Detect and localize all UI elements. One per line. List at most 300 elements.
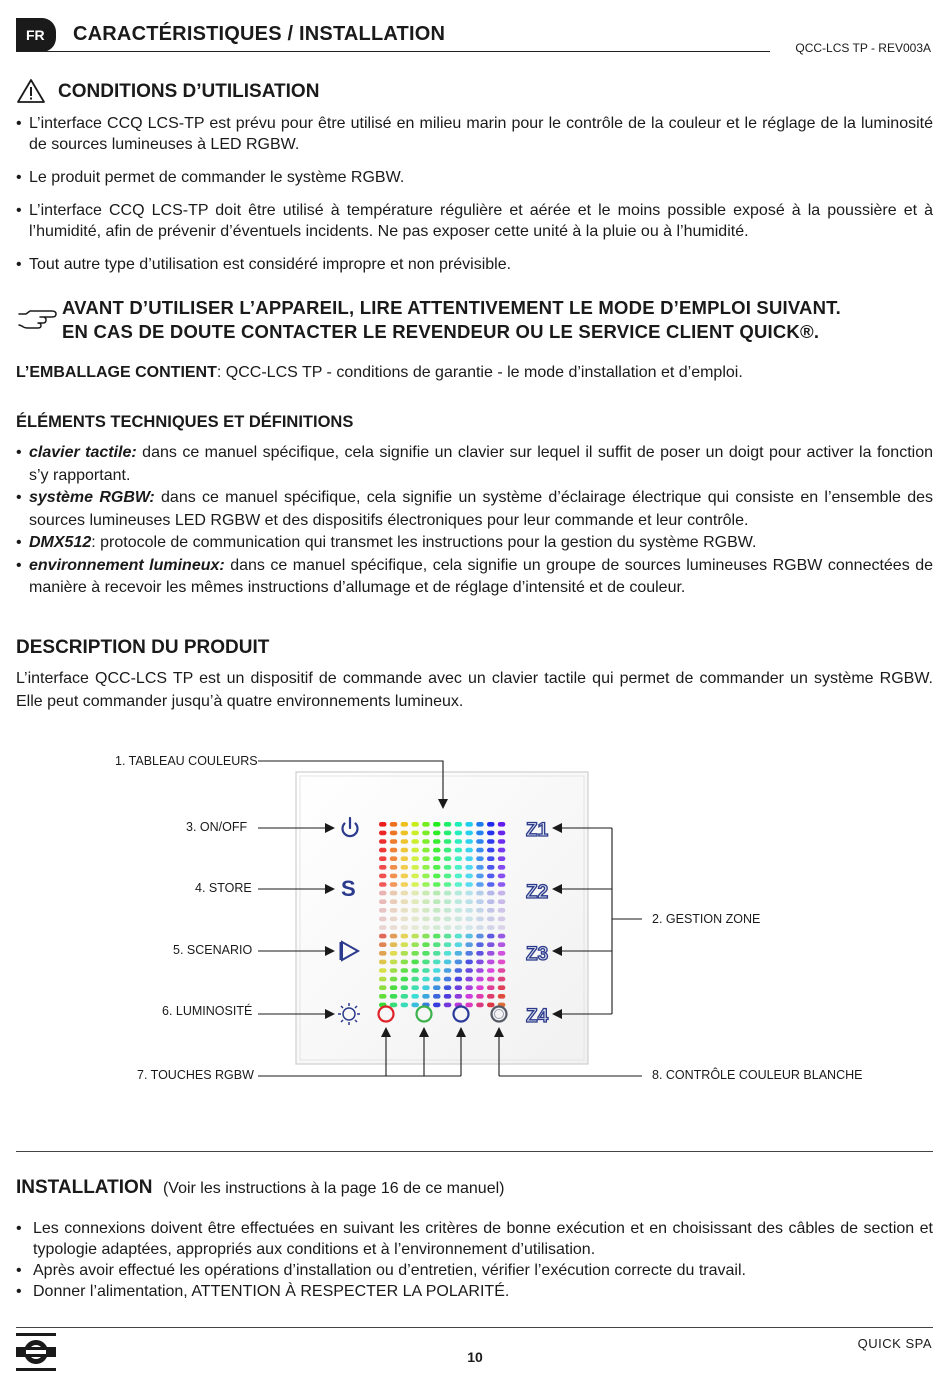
color-cell[interactable] [411,977,419,982]
color-cell[interactable] [401,882,409,887]
color-cell[interactable] [476,994,484,999]
color-cell[interactable] [444,891,452,896]
color-cell[interactable] [444,848,452,853]
color-cell[interactable] [411,856,419,861]
color-cell[interactable] [411,994,419,999]
color-cell[interactable] [411,917,419,922]
color-cell[interactable] [498,917,506,922]
color-cell[interactable] [390,848,398,853]
color-cell[interactable] [379,899,387,904]
color-cell[interactable] [433,960,441,965]
color-cell[interactable] [476,865,484,870]
color-cell[interactable] [465,908,473,913]
color-cell[interactable] [433,968,441,973]
color-cell[interactable] [465,985,473,990]
color-cell[interactable] [390,934,398,939]
color-cell[interactable] [498,848,506,853]
color-cell[interactable] [487,839,495,844]
color-cell[interactable] [390,856,398,861]
color-cell[interactable] [476,891,484,896]
color-cell[interactable] [487,942,495,947]
color-cell[interactable] [487,917,495,922]
color-cell[interactable] [379,960,387,965]
zone-4-key: Z4 [526,1006,549,1027]
color-cell[interactable] [411,942,419,947]
color-cell[interactable] [422,831,430,836]
color-cell[interactable] [390,831,398,836]
color-cell[interactable] [379,994,387,999]
definition-item: • DMX512: protocole de communication qui transmet les instructions pour la gestion du système RGBW. [16,534,757,551]
color-cell[interactable] [422,977,430,982]
color-cell[interactable] [422,891,430,896]
color-cell[interactable] [390,960,398,965]
section-divider [16,1151,933,1152]
color-cell[interactable] [401,917,409,922]
color-cell[interactable] [433,908,441,913]
color-cell[interactable] [476,968,484,973]
color-cell[interactable] [433,856,441,861]
color-cell[interactable] [444,925,452,930]
color-cell[interactable] [379,831,387,836]
color-cell[interactable] [422,822,430,827]
color-cell[interactable] [433,977,441,982]
color-cell[interactable] [476,917,484,922]
color-cell[interactable] [411,908,419,913]
color-cell[interactable] [422,882,430,887]
color-cell[interactable] [498,856,506,861]
color-cell[interactable] [498,882,506,887]
color-cell[interactable] [487,856,495,861]
definition-item: • système RGBW: dans ce manuel spécifique, cela signifie un système d’éclairage électrique qui consiste en l’ensemble des sources lumineuses LED RGBW et des dispositifs électroniques pour leur commande et leur contrôle. [16,489,933,529]
color-cell[interactable] [433,985,441,990]
color-cell[interactable] [379,839,387,844]
conditions-title: CONDITIONS D’UTILISATION [58,80,320,102]
color-cell[interactable] [422,865,430,870]
color-cell[interactable] [433,874,441,879]
color-cell[interactable] [379,865,387,870]
color-cell[interactable] [465,960,473,965]
color-cell[interactable] [411,934,419,939]
color-cell[interactable] [401,994,409,999]
definitions-title: ÉLÉMENTS TECHNIQUES ET DÉFINITIONS [16,413,354,431]
color-cell[interactable] [476,831,484,836]
color-cell[interactable] [422,934,430,939]
color-cell[interactable] [390,908,398,913]
color-cell[interactable] [401,856,409,861]
color-cell[interactable] [498,925,506,930]
color-cell[interactable] [465,934,473,939]
color-cell[interactable] [422,848,430,853]
color-cell[interactable] [401,925,409,930]
zone-1-key: Z1 [526,820,549,841]
color-cell[interactable] [422,856,430,861]
color-cell[interactable] [444,1003,452,1008]
color-cell[interactable] [390,822,398,827]
color-cell[interactable] [465,942,473,947]
color-cell[interactable] [433,891,441,896]
color-cell[interactable] [411,1003,419,1008]
color-cell[interactable] [465,822,473,827]
color-cell[interactable] [455,874,463,879]
color-cell[interactable] [433,822,441,827]
color-cell[interactable] [455,960,463,965]
color-cell[interactable] [411,874,419,879]
color-cell[interactable] [422,917,430,922]
conditions-heading [16,78,933,104]
color-cell[interactable] [433,942,441,947]
color-cell[interactable] [476,899,484,904]
color-cell[interactable] [411,968,419,973]
color-cell[interactable] [498,822,506,827]
color-cell[interactable] [390,925,398,930]
color-cell[interactable] [487,985,495,990]
color-cell[interactable] [455,848,463,853]
label-brightness: 6. LUMINOSITÉ [162,1004,253,1018]
color-cell[interactable] [498,908,506,913]
color-cell[interactable] [401,934,409,939]
color-cell[interactable] [433,848,441,853]
color-cell[interactable] [444,985,452,990]
installation-bullet: • Après avoir effectué les opérations d’installation ou d’entretien, vérifier l’exécution correcte du travail. [16,1262,746,1279]
color-cell[interactable] [476,1003,484,1008]
color-cell[interactable] [444,934,452,939]
color-cell[interactable] [433,994,441,999]
color-cell[interactable] [487,925,495,930]
color-cell[interactable] [444,874,452,879]
color-cell[interactable] [390,917,398,922]
diagram-canvas [0,740,950,1100]
color-cell[interactable] [444,899,452,904]
color-cell[interactable] [465,874,473,879]
color-cell[interactable] [390,942,398,947]
color-cell[interactable] [390,882,398,887]
conditions-bullet: • L’interface CCQ LCS-TP est prévu pour être utilisé en milieu marin pour le contrôle de la couleur et le réglage de la luminosité de sources lumineuses à LED RGBW. [16,115,933,153]
color-cell[interactable] [465,865,473,870]
color-cell[interactable] [422,951,430,956]
color-cell[interactable] [498,968,506,973]
color-cell[interactable] [498,977,506,982]
color-cell[interactable] [411,839,419,844]
color-cell[interactable] [487,882,495,887]
color-cell[interactable] [433,899,441,904]
color-cell[interactable] [379,856,387,861]
color-cell[interactable] [422,925,430,930]
notice-line-2: EN CAS DE DOUTE CONTACTER LE REVENDEUR OU LE SERVICE CLIENT QUICK®. [62,321,820,342]
conditions-bullet: • Tout autre type d’utilisation est considéré impropre et non prévisible. [16,256,512,273]
color-cell[interactable] [401,977,409,982]
color-cell[interactable] [401,951,409,956]
color-cell[interactable] [465,994,473,999]
color-cell[interactable] [390,968,398,973]
installation-note: (Voir les instructions à la page 16 de ce manuel) [162,1180,505,1197]
color-cell[interactable] [498,831,506,836]
color-cell[interactable] [444,977,452,982]
color-cell[interactable] [498,934,506,939]
color-cell[interactable] [390,977,398,982]
color-cell[interactable] [390,891,398,896]
color-cell[interactable] [411,951,419,956]
label-on-off: 3. ON/OFF [186,820,248,834]
color-cell[interactable] [476,934,484,939]
color-cell[interactable] [379,951,387,956]
color-cell[interactable] [476,977,484,982]
color-cell[interactable] [444,865,452,870]
color-cell[interactable] [465,839,473,844]
color-cell[interactable] [444,960,452,965]
color-cell[interactable] [444,831,452,836]
color-cell[interactable] [411,891,419,896]
color-cell[interactable] [433,831,441,836]
color-cell[interactable] [455,977,463,982]
color-cell[interactable] [401,968,409,973]
definition-item: • environnement lumineux: dans ce manuel spécifique, cela signifie un groupe de sources lumineuses RGBW connectées de manière à recevoir les mêmes instructions d’allumage et de réglage d’intensité et de couleur. [16,556,933,596]
color-cell[interactable] [444,968,452,973]
color-cell[interactable] [476,882,484,887]
color-cell[interactable] [379,874,387,879]
color-cell[interactable] [465,968,473,973]
store-icon: S [341,876,356,901]
conditions-bullet: • L’interface CCQ LCS-TP doit être utilisé à température régulière et aérée et le moins possible exposé à la poussière et à l’humidité, afin de prévenir d’éventuels incidents. Ne pas exposer cette unité à la pluie ou à l’humidité. [16,202,933,240]
color-cell[interactable] [487,1003,495,1008]
color-cell[interactable] [455,934,463,939]
color-cell[interactable] [476,822,484,827]
color-cell[interactable] [465,977,473,982]
color-cell[interactable] [476,951,484,956]
color-cell[interactable] [379,882,387,887]
packaging-text: : QCC-LCS TP - conditions de garantie - le mode d’installation et d’emploi. [216,364,743,381]
color-cell[interactable] [433,882,441,887]
color-cell[interactable] [498,865,506,870]
color-cell[interactable] [401,1003,409,1008]
color-cell[interactable] [433,865,441,870]
color-cell[interactable] [465,917,473,922]
color-cell[interactable] [390,874,398,879]
color-cell[interactable] [379,848,387,853]
color-cell[interactable] [379,934,387,939]
color-cell[interactable] [455,968,463,973]
color-cell[interactable] [401,865,409,870]
color-cell[interactable] [455,985,463,990]
color-cell[interactable] [444,882,452,887]
color-cell[interactable] [465,951,473,956]
color-cell[interactable] [390,994,398,999]
color-cell[interactable] [433,839,441,844]
color-cell[interactable] [401,985,409,990]
color-cell[interactable] [422,908,430,913]
color-cell[interactable] [379,891,387,896]
color-cell[interactable] [401,839,409,844]
color-cell[interactable] [401,831,409,836]
color-cell[interactable] [465,848,473,853]
color-cell[interactable] [465,891,473,896]
color-cell[interactable] [444,951,452,956]
color-cell[interactable] [476,856,484,861]
color-cell[interactable] [444,908,452,913]
color-cell[interactable] [444,856,452,861]
color-cell[interactable] [455,942,463,947]
color-cell[interactable] [487,822,495,827]
color-cell[interactable] [465,882,473,887]
color-cell[interactable] [487,934,495,939]
color-cell[interactable] [455,856,463,861]
color-cell[interactable] [390,865,398,870]
color-cell[interactable] [455,891,463,896]
color-cell[interactable] [465,925,473,930]
color-cell[interactable] [411,882,419,887]
color-cell[interactable] [444,839,452,844]
color-cell[interactable] [498,951,506,956]
color-cell[interactable] [498,960,506,965]
color-cell[interactable] [487,951,495,956]
color-cell[interactable] [487,891,495,896]
color-cell[interactable] [455,994,463,999]
color-cell[interactable] [465,899,473,904]
color-cell[interactable] [498,994,506,999]
color-cell[interactable] [401,960,409,965]
color-cell[interactable] [411,831,419,836]
color-cell[interactable] [411,899,419,904]
color-cell[interactable] [476,960,484,965]
color-cell[interactable] [379,925,387,930]
color-cell[interactable] [401,891,409,896]
color-cell[interactable] [487,874,495,879]
color-cell[interactable] [444,917,452,922]
color-cell[interactable] [411,960,419,965]
color-cell[interactable] [401,848,409,853]
color-cell[interactable] [455,908,463,913]
color-cell[interactable] [422,994,430,999]
color-cell[interactable] [476,908,484,913]
color-cell[interactable] [401,874,409,879]
color-cell[interactable] [455,831,463,836]
description-section [16,637,933,713]
label-zone-management: 2. GESTION ZONE [652,912,761,926]
color-cell[interactable] [411,865,419,870]
color-cell[interactable] [487,977,495,982]
color-cell[interactable] [487,908,495,913]
label-scenario: 5. SCENARIO [173,943,253,957]
color-cell[interactable] [487,960,495,965]
color-cell[interactable] [379,942,387,947]
color-cell[interactable] [455,822,463,827]
color-cell[interactable] [476,925,484,930]
color-cell[interactable] [422,968,430,973]
installation-bullet: • Donner l’alimentation, ATTENTION À RESPECTER LA POLARITÉ. [16,1283,510,1300]
color-cell[interactable] [390,951,398,956]
page-title: CARACTÉRISTIQUES / INSTALLATION [73,23,446,45]
color-cell[interactable] [379,908,387,913]
color-cell[interactable] [476,985,484,990]
color-cell[interactable] [379,968,387,973]
page-number: 10 [467,1349,483,1365]
color-cell[interactable] [455,917,463,922]
color-cell[interactable] [487,831,495,836]
color-cell[interactable] [379,917,387,922]
color-cell[interactable] [455,899,463,904]
color-cell[interactable] [411,822,419,827]
color-cell[interactable] [422,899,430,904]
color-cell[interactable] [498,942,506,947]
footer-divider [16,1327,933,1328]
packaging-label: L’EMBALLAGE CONTIENT [16,364,217,381]
color-cell[interactable] [444,994,452,999]
color-cell[interactable] [422,942,430,947]
color-cell[interactable] [379,985,387,990]
color-cell[interactable] [476,942,484,947]
color-cell[interactable] [498,874,506,879]
color-cell[interactable] [422,839,430,844]
color-cell[interactable] [401,908,409,913]
color-cell[interactable] [411,925,419,930]
color-cell[interactable] [401,822,409,827]
description-title: DESCRIPTION DU PRODUIT [16,637,270,658]
color-cell[interactable] [379,822,387,827]
color-cell[interactable] [498,891,506,896]
color-cell[interactable] [390,1003,398,1008]
color-cell[interactable] [487,994,495,999]
color-cell[interactable] [465,1003,473,1008]
installation-bullet: • Les connexions doivent être effectuées en suivant les critères de bonne exécution et en choisissant des câbles de section et typologie adaptées, appropriés aux conditions et à l’environnement d’utilisation. [16,1220,933,1258]
color-cell[interactable] [455,951,463,956]
color-cell[interactable] [487,968,495,973]
read-manual-notice [16,296,933,344]
color-cell[interactable] [465,831,473,836]
color-cell[interactable] [411,848,419,853]
definitions-section [16,412,933,600]
color-cell[interactable] [390,839,398,844]
color-cell[interactable] [422,985,430,990]
color-cell[interactable] [455,882,463,887]
color-cell[interactable] [433,951,441,956]
color-cell[interactable] [498,899,506,904]
product-diagram [0,740,950,1100]
color-cell[interactable] [422,960,430,965]
label-rgbw-keys: 7. TOUCHES RGBW [137,1068,254,1082]
color-cell[interactable] [487,848,495,853]
color-cell[interactable] [433,1003,441,1008]
color-cell[interactable] [455,865,463,870]
color-cell[interactable] [498,839,506,844]
color-cell[interactable] [390,985,398,990]
color-cell[interactable] [455,925,463,930]
color-cell[interactable] [498,985,506,990]
color-cell[interactable] [444,942,452,947]
color-cell[interactable] [455,839,463,844]
color-cell[interactable] [411,985,419,990]
color-cell[interactable] [433,934,441,939]
color-cell[interactable] [379,977,387,982]
color-cell[interactable] [444,822,452,827]
color-cell[interactable] [476,874,484,879]
installation-title: INSTALLATION [16,1177,153,1198]
color-cell[interactable] [476,848,484,853]
color-cell[interactable] [487,865,495,870]
color-cell[interactable] [422,874,430,879]
color-cell[interactable] [390,899,398,904]
installation-section [16,1177,933,1302]
color-cell[interactable] [433,917,441,922]
color-cell[interactable] [476,839,484,844]
color-cell[interactable] [401,899,409,904]
color-cell[interactable] [487,899,495,904]
color-cell[interactable] [433,925,441,930]
warning-icon [16,78,46,104]
language-badge: FR [16,18,56,52]
conditions-section [16,78,933,275]
color-cell[interactable] [465,856,473,861]
description-text: L’interface QCC-LCS TP est un dispositif de commande avec un clavier tactile qui permet de commander un système RGBW. Elle peut commander jusqu’à quatre environnements lumineux. [16,670,933,710]
color-cell[interactable] [401,942,409,947]
